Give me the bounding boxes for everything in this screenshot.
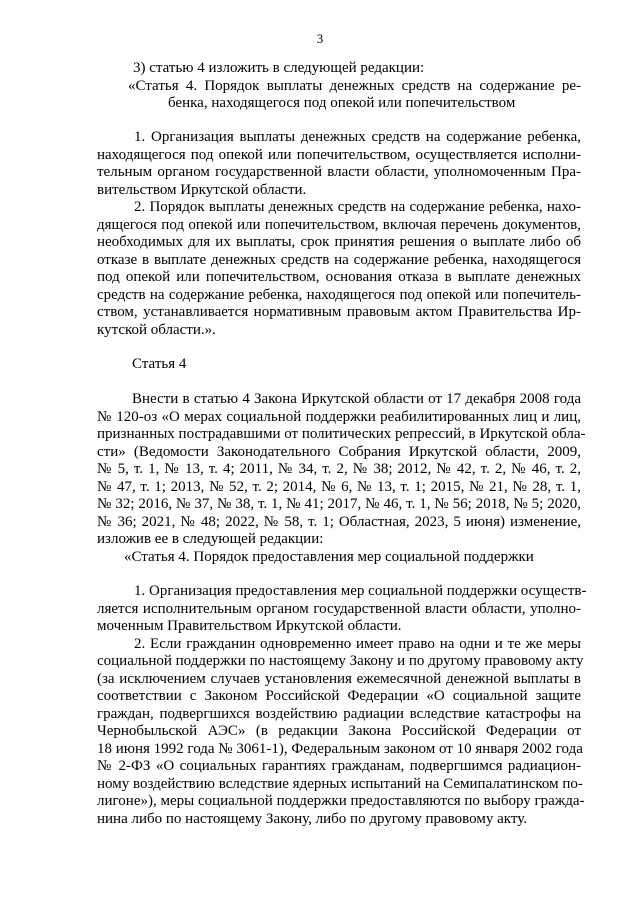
item3-p1-line: 1. Организация выплаты денежных средств на содержание ребенка, — [134, 129, 581, 145]
item3-p1-line: находящегося под опекой или попечительством, осуществляется исполни- — [97, 147, 581, 163]
item3-p2-line: необходимых для их выплаты, срок принятия решения о выплате либо об — [97, 234, 581, 250]
article4-p2-line: № 2-ФЗ «О социальных гарантиях гражданам, подвергшимся радиацион- — [97, 758, 581, 774]
article4-p2-line: ному воздействию вследствие ядерных испытаний на Семипалатинском по- — [97, 776, 583, 792]
article4-intro-line: Внести в статью 4 Закона Иркутской области от 17 декабря 2008 года — [132, 391, 581, 407]
item3-intro: 3) статью 4 изложить в следующей редакции: — [133, 60, 425, 76]
item3-p2-line: 2. Порядок выплаты денежных средств на содержание ребенка, нахо- — [134, 199, 581, 215]
article4-p2-line: 18 июня 1992 года № 3061-1), Федеральным законом от 10 января 2002 года — [97, 741, 583, 757]
item3-p2-line: отказе в выплате денежных средств на содержание ребенка, находящегося — [97, 252, 581, 268]
article4-p2-line: лигоне»), меры социальной поддержки предоставляются по выбору гражда- — [97, 793, 585, 809]
item3-p2-line: ством, устанавливается нормативным правовым актом Правительства Ир- — [97, 304, 581, 320]
article4-p2-line: нина либо по настоящему Закону, либо по другому правовому акту. — [97, 811, 527, 827]
article4-p2-line: граждан, подвергшихся воздействию радиации вследствие катастрофы на — [97, 706, 581, 722]
item3-heading-line: бенка, находящегося под опекой или попечительством — [168, 95, 516, 111]
article4-heading: «Статья 4. Порядок предоставления мер социальной поддержки — [124, 549, 534, 565]
article4-intro-line: сти» (Ведомости Законодательного Собрания Иркутской области, 2009, — [97, 444, 581, 460]
article4-p1-line: моченным Правительством Иркутской области. — [97, 618, 402, 634]
article4-intro-line: № 32; 2016, № 37, № 38, т. 1, № 41; 2017, № 46, т. 1, № 56; 2018, № 5; 2020, — [97, 496, 581, 512]
article4-p2-line: соответствии с Законом Российской Федерации «О социальной защите — [97, 688, 581, 704]
article4-p1-line: ляется исполнительным органом государственной власти области, уполно- — [97, 601, 581, 617]
article4-intro-line: № 47, т. 1; 2013, № 52, т. 2; 2014, № 6, № 13, т. 1; 2015, № 21, № 28, т. 1, — [97, 479, 581, 495]
item3-p1-line: тельным органом государственной власти области, уполномоченным Пра- — [97, 164, 581, 180]
item3-p2-line: дящегося под опекой или попечительством, включая перечень документов, — [97, 217, 581, 233]
article4-intro-line: признанных пострадавшими от политических репрессий, в Иркутской обла- — [97, 426, 586, 442]
article4-p2-line: (за исключением случаев установления ежемесячной денежной выплаты в — [97, 671, 581, 687]
item3-heading-line: «Статья 4. Порядок выплаты денежных средств на содержание ре- — [128, 78, 581, 94]
article4-intro-line: изложив ее в следующей редакции: — [97, 531, 324, 547]
article4-intro-line: № 120-оз «О мерах социальной поддержки реабилитированных лиц и лиц, — [97, 409, 581, 425]
page-number: 3 — [316, 31, 324, 46]
item3-p2-line: средств на содержание ребенка, находящегося под опекой или попечитель- — [97, 287, 581, 303]
article4-p2-line: Чернобыльской АЭС» (в редакции Закона Российской Федерации от — [97, 723, 581, 739]
item3-p1-line: вительством Иркутской области. — [97, 182, 307, 198]
article4-p1-line: 1. Организация предоставления мер социальной поддержки осуществ- — [134, 583, 587, 599]
article4-intro-line: № 5, т. 1, № 13, т. 4; 2011, № 34, т. 2, № 38; 2012, № 42, т. 2, № 46, т. 2, — [97, 461, 581, 477]
item3-p2-line: кутской области.». — [97, 322, 216, 338]
article-title: Статья 4 — [132, 356, 187, 372]
item3-p2-line: под опекой или попечительством, основания отказа в выплате денежных — [97, 269, 581, 285]
article4-p2-line: 2. Если гражданин одновременно имеет право на одни и те же меры — [134, 636, 581, 652]
article4-p2-line: социальной поддержки по настоящему Закону и по другому правовому акту — [97, 653, 584, 669]
article4-intro-line: № 36; 2021, № 48; 2022, № 58, т. 1; Областная, 2023, 5 июня) изменение, — [97, 514, 581, 530]
